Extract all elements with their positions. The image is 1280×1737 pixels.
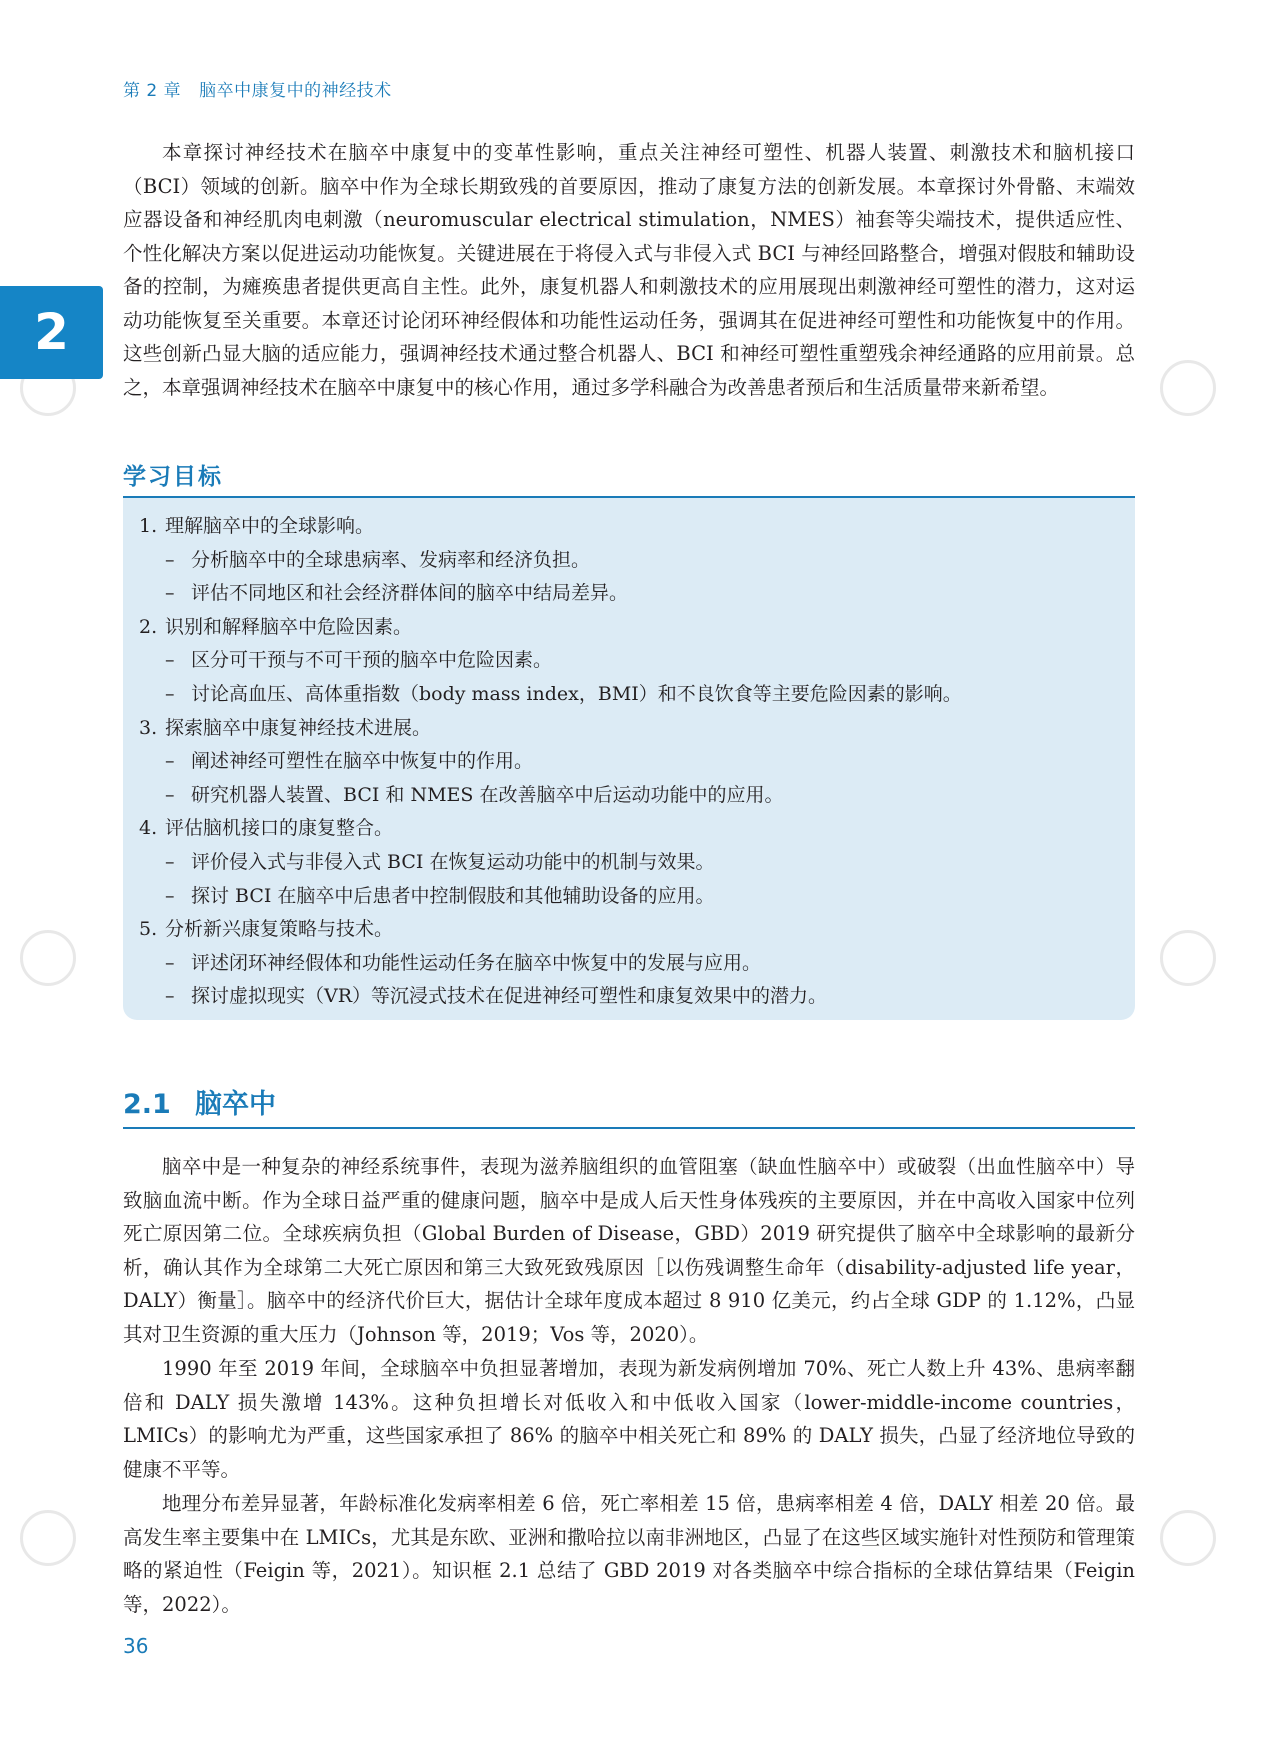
section-title: 脑卒中: [195, 1089, 276, 1120]
objective-subitem: – 评价侵入式与非侵入式 BCI 在恢复运动功能中的机制与效果。: [165, 850, 715, 873]
section-heading: [123, 1082, 276, 1121]
objective-subitem: – 区分可干预与不可干预的脑卒中危险因素。: [165, 649, 553, 672]
objective-item: 2. 识别和解释脑卒中危险因素。: [139, 615, 413, 638]
learning-objectives-title: 学习目标: [123, 464, 223, 490]
objective-subitem: – 探讨虚拟现实（VR）等沉浸式技术在促进神经可塑性和康复效果中的潜力。: [165, 985, 828, 1008]
watermark-logo-icon: [1160, 360, 1216, 416]
watermark-logo-icon: [20, 1510, 76, 1566]
objective-subitem: – 研究机器人装置、BCI 和 NMES 在改善脑卒中后运动功能中的应用。: [165, 783, 784, 806]
watermark-logo-icon: [20, 930, 76, 986]
section-paragraph-2: 1990 年至 2019 年间，全球脑卒中负担显著增加，表现为新发病例增加 70%、死亡人数上升 43%、患病率翻倍和 DALY 损失激增 143%。这种负担增长对低收入和中低收入国家（lower-middle-income countries，LMICs）的影响尤为严重，这些国家承担了 86% 的脑卒中相关死亡和 89% 的 DALY 损失，凸显了经济地位导致的健康不平等。: [123, 1357, 1135, 1481]
section-paragraph-1: 脑卒中是一种复杂的神经系统事件，表现为滋养脑组织的血管阻塞（缺血性脑卒中）或破裂（出血性脑卒中）导致脑血流中断。作为全球日益严重的健康问题，脑卒中是成人后天性身体残疾的主要原因，并在中高收入国家中位列死亡原因第二位。全球疾病负担（Global Burden of Disease，GBD）2019 研究提供了脑卒中全球影响的最新分析，确认其作为全球第二大死亡原因和第三大致死致残原因［以伤残调整生命年（disability-adjusted life year，DALY）衡量］。脑卒中的经济代价巨大，据估计全球年度成本超过 8 910 亿美元，约占全球 GDP 的 1.12%，凸显其对卫生资源的重大压力（Johnson 等，2019；Vos 等，2020）。: [123, 1155, 1135, 1346]
objective-subitem: – 分析脑卒中的全球患病率、发病率和经济负担。: [165, 548, 591, 571]
objective-subitem: – 评估不同地区和社会经济群体间的脑卒中结局差异。: [165, 582, 629, 605]
watermark-logo-icon: [1160, 930, 1216, 986]
running-head: [123, 76, 392, 101]
learning-objectives-box: [123, 496, 1135, 1020]
section-paragraph-3: 地理分布差异显著，年龄标准化发病率相差 6 倍，死亡率相差 15 倍，患病率相差 4 倍，DALY 相差 20 倍。最高发生率主要集中在 LMICs，尤其是东欧、亚洲和撒哈拉以南非洲地区，凸显了在这些区域实施针对性预防和管理策略的紧迫性（Feigin 等，2021）。知识框 2.1 总结了 GBD 2019 对各类脑卒中综合指标的全球估算结果（Feigin 等，2022）。: [123, 1492, 1135, 1616]
objective-item: 4. 评估脑机接口的康复整合。: [139, 817, 394, 840]
running-head-chapter: 第 2 章: [123, 81, 182, 101]
section-rule: [123, 1127, 1135, 1129]
objective-item: 3. 探索脑卒中康复神经技术进展。: [139, 716, 432, 739]
intro-paragraph: 本章探讨神经技术在脑卒中康复中的变革性影响，重点关注神经可塑性、机器人装置、刺激技术和脑机接口（BCI）领域的创新。脑卒中作为全球长期致残的首要原因，推动了康复方法的创新发展。本章探讨外骨骼、末端效应器设备和神经肌肉电刺激（neuromuscular electrical stimulation，NMES）袖套等尖端技术，提供适应性、个性化解决方案以促进运动功能恢复。关键进展在于将侵入式与非侵入式 BCI 与神经回路整合，增强对假肢和辅助设备的控制，为瘫痪患者提供更高自主性。此外，康复机器人和刺激技术的应用展现出刺激神经可塑性的潜力，这对运动功能恢复至关重要。本章还讨论闭环神经假体和功能性运动任务，强调其在促进神经可塑性和功能恢复中的作用。这些创新凸显大脑的适应能力，强调神经技术通过整合机器人、BCI 和神经可塑性重塑残余神经通路的应用前景。总之，本章强调神经技术在脑卒中康复中的核心作用，通过多学科融合为改善患者预后和生活质量带来新希望。: [123, 141, 1135, 399]
section-number: 2.1: [123, 1089, 171, 1120]
objective-subitem: – 探讨 BCI 在脑卒中后患者中控制假肢和其他辅助设备的应用。: [165, 884, 715, 907]
page-number: 36: [123, 1634, 149, 1658]
objective-subitem: – 阐述神经可塑性在脑卒中恢复中的作用。: [165, 750, 534, 773]
objective-subitem: – 评述闭环神经假体和功能性运动任务在脑卒中恢复中的发展与应用。: [165, 951, 762, 974]
objective-item: 1. 理解脑卒中的全球影响。: [139, 515, 375, 537]
objective-subitem: – 讨论高血压、高体重指数（body mass index，BMI）和不良饮食等主要危险因素的影响。: [165, 682, 962, 705]
objective-item: 5. 分析新兴康复策略与技术。: [139, 918, 394, 941]
running-head-title: 脑卒中康复中的神经技术: [199, 81, 392, 101]
watermark-logo-icon: [1160, 1510, 1216, 1566]
chapter-tab: 2: [0, 286, 103, 379]
